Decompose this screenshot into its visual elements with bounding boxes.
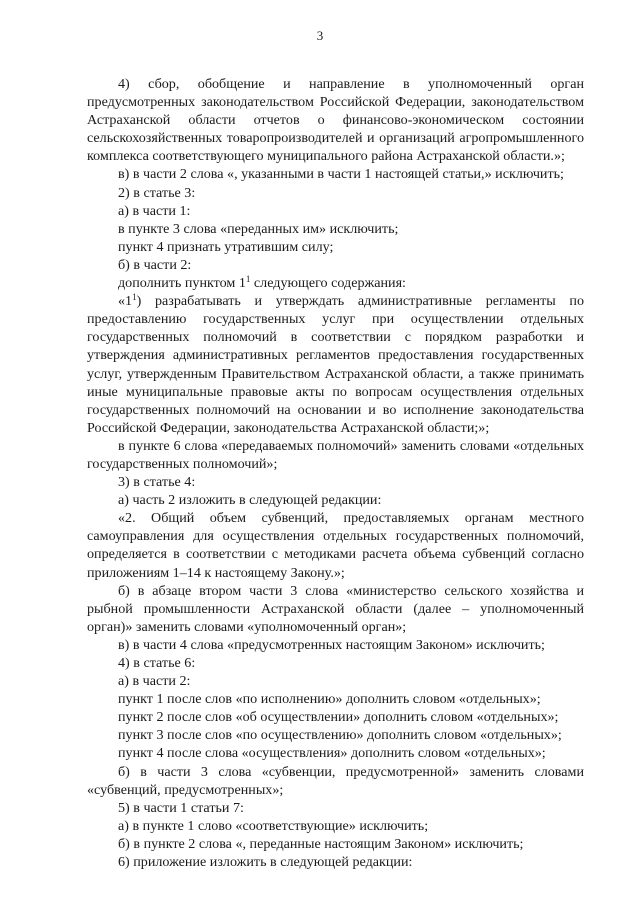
paragraph: а) в части 2: [118,673,191,690]
paragraph: в) в части 2 слова «, указанными в части 1 настоящей статьи,» исключить; [118,166,564,183]
superscript-one: 1 [245,274,251,285]
superscript-one: 1 [132,292,137,303]
paragraph: а) часть 2 изложить в следующей редакции: [118,492,382,509]
paragraph: б) в части 3 слова «субвенции, предусмотренной» заменить словами «субвенций, предусмотренных»; [87,763,584,798]
paragraph: б) в абзаце втором части 3 слова «министерство сельского хозяйства и рыбной промышленности Астраханской области (далее – уполномоченный орган)» заменить словами «уполномоченный орган»; [87,582,584,635]
paragraph: б) в пункте 2 слова «, переданные настоящим Законом» исключить; [118,835,524,852]
paragraph: 4) в статье 6: [118,655,196,671]
page-number: 3 [316,28,324,43]
paragraph: пункт 1 после слов «по исполнению» дополнить словом «отдельных»; [118,691,541,708]
paragraph: 3) в статье 4: [118,474,196,491]
paragraph: 6) приложение изложить в следующей редакции: [118,854,413,871]
paragraph: а) в части 1: [118,202,191,219]
paragraph: пункт 3 после слов «по осуществлению» дополнить словом «отдельных»; [118,727,562,744]
paragraph: «2. Общий объем субвенций, предоставляемых органам местного самоуправления для осуществления отдельных государственных полномочий, определяется в соответствии с методиками расчета объема субвенций согласно приложениям 1–14 к настоящему Закону.»; [87,510,584,581]
paragraph: пункт 4 после слова «осуществления» дополнить словом «отдельных»; [118,745,546,762]
document-body [87,75,584,871]
paragraph: а) в пункте 1 слово «соответствующие» исключить; [118,817,429,834]
paragraph: пункт 2 после слов «об осуществлении» дополнить словом «отдельных»; [118,709,559,726]
paragraph: пункт 4 признать утратившим силу; [118,238,334,255]
paragraph: «$1^1$) разрабатывать и утверждать административные регламенты по предоставлению государственных услуг при осуществлении отдельных государственных полномочий в соответствии с порядком разработки и утверждения административных регламентов предоставления государственных услуг, утвержденным Правительством Астраханской области, а также принимать иные муниципальные правовые акты по вопросам осуществления отдельных государственных полномочий на основании и во исполнение законодательства Российской Федерации, законодательства Астраханской области;»; [87,292,584,436]
paragraph: 5) в части 1 статьи 7: [118,799,244,816]
paragraph: дополнить пунктом $1^1$ следующего содержания: [118,274,406,292]
paragraph: б) в части 2: [118,256,192,273]
paragraph: 4) сбор, обобщение и направление в уполномоченный орган предусмотренных законодательством Российской Федерации, законодательством Астраханской области отчетов о финансово-экономическом состоянии сельскохозяйственных товаропроизводителей и организаций агропромышленного комплекса соответствующего муниципального района Астраханской области.»; [87,76,584,165]
paragraph: в пункте 6 слова «передаваемых полномочий» заменить словами «отдельных государственных полномочий»; [87,437,584,472]
paragraph: 2) в статье 3: [118,184,196,201]
paragraph: в пункте 3 слова «переданных им» исключить; [118,220,399,237]
paragraph: в) в части 4 слова «предусмотренных настоящим Законом» исключить; [118,636,545,653]
